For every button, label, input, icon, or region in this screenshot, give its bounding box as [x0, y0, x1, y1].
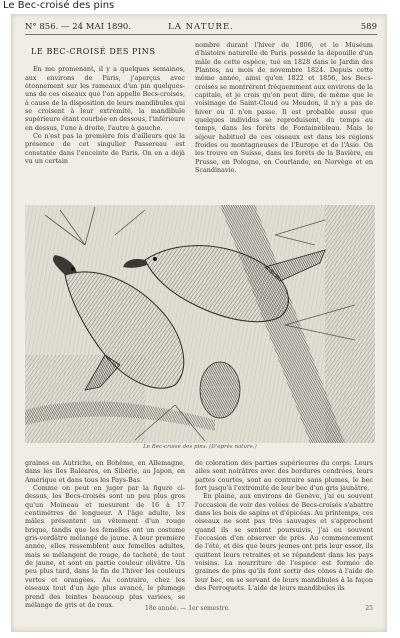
pine-cone [200, 362, 240, 418]
page-footer [25, 605, 373, 615]
window-title: Le Bec-croisé des pins [3, 0, 115, 11]
footer-signature: 25 [365, 605, 373, 612]
running-head [25, 22, 377, 35]
issue-number: N° 856. — 24 MAI 1890. [25, 22, 131, 32]
figure-caption: Le Bec-croisé des pins. (D'après nature.) [143, 444, 257, 450]
footer-volume: 18e année. — 1er semestre. [145, 605, 231, 612]
paragraph: En me promenant, il y a quelques semaines, aux environs de Paris, j'aperçus avec étonnement sur les rameaux d'un pin quelques-uns de ces oiseaux que l'on appelle Becs-croisés, à cause de la disposition de leurs mandibules qui se croisent à leur extrémité, la mandibule supérieure étant courbée en dessous, l'inférieure en dessus, l'une à droite, l'autre à gauche. [25, 65, 185, 132]
scanned-page [11, 14, 387, 632]
column-top-left [25, 48, 185, 165]
engraving-illustration [25, 205, 375, 443]
column-bottom-left [25, 459, 185, 609]
paragraph: nombre durant l'hiver de 1806, et le Muséum d'histoire naturelle de Paris possède la dépouille d'un mâle de cette espèce, tué en 1828 dans le Jardin des Plantes, au mois de novembre 1824. Depuis cette même année, ainsi qu'en 1822 et 1856, les Becs-croisés se montrèrent fréquemment aux environs de la capitale, et je crois qu'on peut dire, de même que le voisinage de Saint-Cloud ou Meudon, il n'y a pas de hiver où il n'en passe. Il est probable aussi que quelques individus se reproduisent, du temps au temps, dans les forêts de Fontainebleau. Mais le séjour habituel de ces oiseaux est dans les régions froides ou montagneuses de l'Europe et de l'Asie. On les trouve en Suisse, dans les forêts de la Bavière, en Prusse, en Pologne, en Courlande, en Norvège et en Scandinavie. [195, 41, 373, 175]
paragraph: Ce n'est pas la première fois d'ailleurs que la présence de cet singulier Passereau est constatée dans l'enceinte de Paris. On en a déjà vu un certain [25, 132, 185, 166]
paragraph: de coloration des parties supérieures du corps. Leurs ailes sont noirâtres avec des bordures cendrées, leurs pattes courtes, sont au contraire sans plumes, le bec fort jusqu'à l'extrémité de leur bec d'un gris jaunâtre. [195, 459, 373, 493]
journal-name: LA NATURE. [168, 22, 234, 32]
column-bottom-right [195, 459, 373, 593]
page-number: 589 [360, 22, 377, 32]
column-top-right [195, 41, 373, 175]
crossbill-engraving [25, 205, 375, 443]
paragraph: graines en Autriche, en Bohême, en Allemagne, dans les îles Baléares, en Sibérie, au Japon, en Amérique et dans tous les Pays-Bas. [25, 459, 185, 484]
paragraph: Comme on peut en juger par la figure ci-dessus, les Becs-croisés sont un peu plus gros qu'un Moineau et mesurent de 16 à 17 centimètres de longueur. A l'âge adulte, les mâles présentent un vêtement d'un rouge brique, tandis que les femelles ont un costume gris-verdâtre mélangé de jaune. A leur première année, elles ressemblent aux femelles adultes, mais se mélangent de rouge, de tacheté, de tout de jaune, et sont en partie couleur olivâtre. Un peu plus tard, dans la fin de l'hiver les couleurs vertes et orangées. Au contraire, chez les oiseaux tout d'un âge plus avancé, le plumage prend des teintes beaucoup plus variées, se mélange de gris et de roux. [25, 484, 185, 609]
article-title: LE BEC-CROISÉ DES PINS [31, 47, 156, 56]
paragraph: En plaine, aux environs de Genève, j'ai eu souvent l'occasion de voir des volées de Becs-croisés s'abattre dans les bois de sapins et d'épicéas. Au printemps, ces oiseaux ne sont pas très sauvages et s'approchent quand ils se sentent poursuivis, j'ai eu souvent l'occasion d'en observer de près. Au commencement de l'été, et dès que leurs jeunes ont pris leur essor, ils quittent leurs retraites et se répandent dans les pays voisins. La nourriture de l'espèce est formée de graines de pins qu'ils font sortir des cônes à l'aide de leur bec, en se servant de leurs mandibules à la façon des Perroquets. L'aide de leurs mandibules ils [195, 492, 373, 593]
